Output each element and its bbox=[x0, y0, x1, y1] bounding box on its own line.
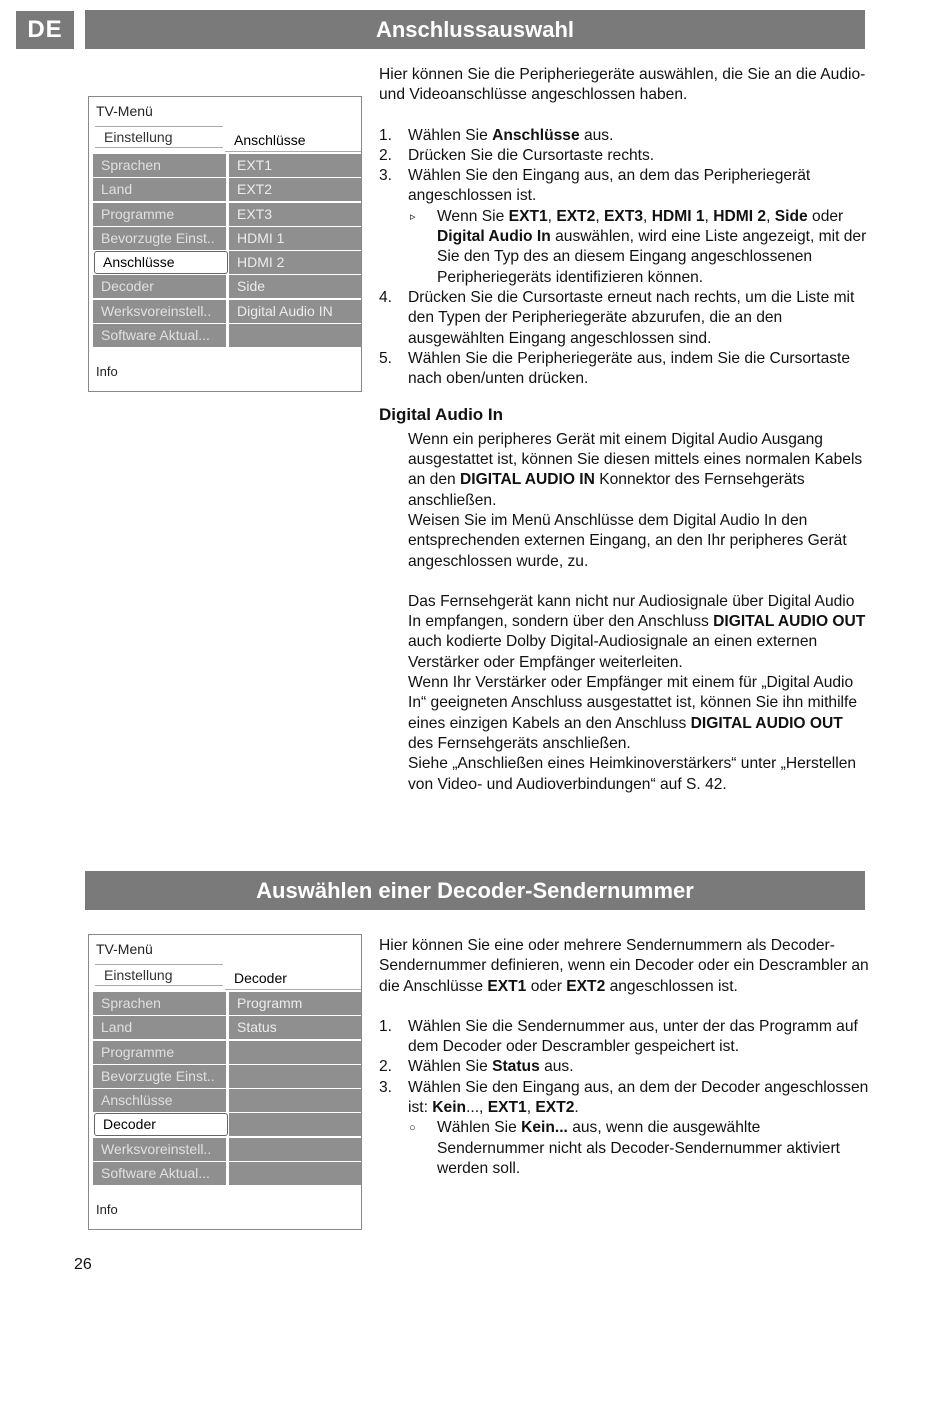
menu-item-sprachen[interactable]: Sprachen bbox=[93, 154, 226, 177]
menu-item-sprachen[interactable]: Sprachen bbox=[93, 992, 226, 1015]
triangle-bullet-icon: ▹ bbox=[410, 210, 416, 223]
menu-header-right: Anschlüsse bbox=[225, 126, 361, 152]
section-title-connections: Anschlussauswahl bbox=[85, 10, 865, 49]
step-item: 4. Drücken Sie die Cursortaste erneut nach rechts, um die Liste mit den Typen der Peripheriegeräte abzurufen, die an den ausgewählten Eingang angeschlossen sind. bbox=[379, 288, 855, 347]
menu-item-land[interactable]: Land bbox=[93, 1016, 226, 1039]
substep-item: ○ Wählen Sie Kein... aus, wenn die ausgewählte Sendernummer nicht als Decoder-Sendernummer aktiviert werden soll. bbox=[409, 1119, 841, 1177]
submenu-item[interactable]: Programm bbox=[229, 992, 361, 1015]
submenu-item-empty bbox=[229, 1041, 361, 1064]
steps-list bbox=[379, 1017, 869, 1179]
submenu-item-empty bbox=[229, 1113, 361, 1136]
language-badge: DE bbox=[16, 11, 74, 49]
menu-item-bevorzugte[interactable]: Bevorzugte Einst.. bbox=[93, 1065, 226, 1088]
submenu-item-empty bbox=[229, 1065, 361, 1088]
menu-item-anschluesse-selected[interactable]: Anschlüsse bbox=[94, 251, 228, 274]
section2-text bbox=[379, 936, 869, 1179]
menu-rows bbox=[93, 154, 361, 348]
submenu-item-empty bbox=[229, 1138, 361, 1161]
section1-text bbox=[379, 65, 869, 795]
submenu-item[interactable]: Digital Audio IN bbox=[229, 300, 361, 323]
paragraph: Weisen Sie im Menü Anschlüsse dem Digital Audio In den entsprechenden externen Eingang, an den Ihr peripheres Gerät angeschlossen wurde, zu. bbox=[408, 511, 847, 570]
steps-list bbox=[379, 126, 869, 390]
page-number: 26 bbox=[74, 1256, 92, 1273]
submenu-item[interactable]: Status bbox=[229, 1016, 361, 1039]
submenu-item[interactable]: HDMI 1 bbox=[229, 227, 361, 250]
paragraph: Wenn ein peripheres Gerät mit einem Digital Audio Ausgang ausgestattet ist, können Sie diesen mittels eines normalen Kabels an den DIGITAL AUDIO IN Konnektor des Fernsehgeräts anschließen. bbox=[408, 430, 863, 509]
step-item: 1. Wählen Sie die Sendernummer aus, unter der das Programm auf dem Decoder oder Descrambler gespeichert ist. bbox=[379, 1017, 858, 1056]
section-title-decoder: Auswählen einer Decoder-Sendernummer bbox=[85, 871, 865, 910]
step-item: 3. Wählen Sie den Eingang aus, an dem der Decoder angeschlossen ist: Kein..., EXT1, EXT2. ○ Wählen Sie Kein... aus, wenn die ausgewählte Sendernummer nicht als Decoder-Sendernummer aktiviert werden soll. bbox=[379, 1078, 869, 1179]
submenu-item-empty bbox=[229, 324, 361, 347]
paragraph: Wenn Ihr Verstärker oder Empfänger mit einem für „Digital Audio In“ geeigneten Anschluss ausgestattet ist, können Sie ihn mithilfe eines einzigen Kabels an den Anschluss DIGITAL AUDIO OUT des Fernsehgeräts anschließen. bbox=[408, 674, 858, 752]
menu-info: Info bbox=[96, 364, 118, 379]
step-item: 2. Wählen Sie Status aus. bbox=[379, 1058, 574, 1076]
menu-title: TV-Menü bbox=[96, 103, 153, 119]
submenu-item[interactable]: EXT1 bbox=[229, 154, 361, 177]
menu-header-left[interactable]: Einstellung bbox=[95, 964, 223, 986]
submenu-item-empty bbox=[229, 1162, 361, 1185]
menu-rows bbox=[93, 992, 361, 1186]
menu-info: Info bbox=[96, 1202, 118, 1217]
menu-item-bevorzugte[interactable]: Bevorzugte Einst.. bbox=[93, 227, 226, 250]
submenu-item[interactable]: EXT3 bbox=[229, 203, 361, 226]
paragraph: Siehe „Anschließen eines Heimkinoverstärkers“ unter „Herstellen von Video- und Audioverbindungen“ auf S. 42. bbox=[408, 755, 857, 793]
step-item: 3. Wählen Sie den Eingang aus, an dem das Peripheriegerät angeschlossen ist. ▹ Wenn Sie EXT1, EXT2, EXT3, HDMI 1, HDMI 2, Side oder Digital Audio In auswählen, wird eine Liste angezeigt, mit der Sie den Typ des an diesem Eingang angeschlossenen Peripheriegeräts identifizieren können. bbox=[379, 166, 869, 288]
digital-audio-body bbox=[379, 430, 869, 795]
tv-menu-decoder bbox=[88, 934, 362, 1230]
intro-paragraph: Hier können Sie eine oder mehrere Sendernummern als Decoder-Sendernummer definieren, wenn ein Decoder oder ein Descrambler an die Anschlüsse EXT1 oder EXT2 angeschlossen ist. bbox=[379, 937, 869, 995]
menu-item-decoder-selected[interactable]: Decoder bbox=[94, 1113, 228, 1136]
menu-item-werksvoreinstell[interactable]: Werksvoreinstell.. bbox=[93, 1138, 226, 1161]
submenu-item[interactable]: HDMI 2 bbox=[229, 251, 361, 274]
menu-item-land[interactable]: Land bbox=[93, 178, 226, 201]
tv-menu-connections bbox=[88, 96, 362, 392]
menu-item-programme[interactable]: Programme bbox=[93, 1041, 226, 1064]
subheading-digital-audio: Digital Audio In bbox=[379, 405, 504, 425]
menu-item-programme[interactable]: Programme bbox=[93, 203, 226, 226]
menu-item-decoder[interactable]: Decoder bbox=[93, 275, 226, 298]
menu-item-software[interactable]: Software Aktual... bbox=[93, 1162, 226, 1185]
step-sublist bbox=[408, 1118, 869, 1179]
step-item: 1. Wählen Sie Anschlüsse aus. bbox=[379, 126, 614, 144]
step-item: 2. Drücken Sie die Cursortaste rechts. bbox=[379, 146, 655, 164]
menu-title: TV-Menü bbox=[96, 941, 153, 957]
menu-item-werksvoreinstell[interactable]: Werksvoreinstell.. bbox=[93, 300, 226, 323]
paragraph: Das Fernsehgerät kann nicht nur Audiosignale über Digital Audio In empfangen, sondern über den Anschluss DIGITAL AUDIO OUT auch kodierte Dolby Digital-Audiosignale an einen externen Verstärker oder Empfänger weiterleiten. bbox=[408, 592, 866, 671]
menu-header-right: Decoder bbox=[225, 964, 361, 990]
submenu-item-empty bbox=[229, 1089, 361, 1112]
submenu-item[interactable]: EXT2 bbox=[229, 178, 361, 201]
intro-paragraph: Hier können Sie die Peripheriegeräte auswählen, die Sie an die Audio- und Videoanschlüsse angeschlossen haben. bbox=[379, 66, 866, 104]
menu-item-anschluesse[interactable]: Anschlüsse bbox=[93, 1089, 226, 1112]
circle-bullet-icon: ○ bbox=[409, 1122, 416, 1135]
step-item: 5. Wählen Sie die Peripheriegeräte aus, indem Sie die Cursortaste nach oben/unten drücken. bbox=[379, 349, 851, 388]
submenu-item[interactable]: Side bbox=[229, 275, 361, 298]
substep-item: ▹ Wenn Sie EXT1, EXT2, EXT3, HDMI 1, HDMI 2, Side oder Digital Audio In auswählen, wird eine Liste angezeigt, mit der Sie den Typ des an diesem Eingang angeschlossenen Peripheriegeräts identifizieren können. bbox=[410, 207, 867, 286]
menu-item-software[interactable]: Software Aktual... bbox=[93, 324, 226, 347]
step-sublist bbox=[408, 207, 869, 288]
menu-header-left[interactable]: Einstellung bbox=[95, 126, 223, 148]
